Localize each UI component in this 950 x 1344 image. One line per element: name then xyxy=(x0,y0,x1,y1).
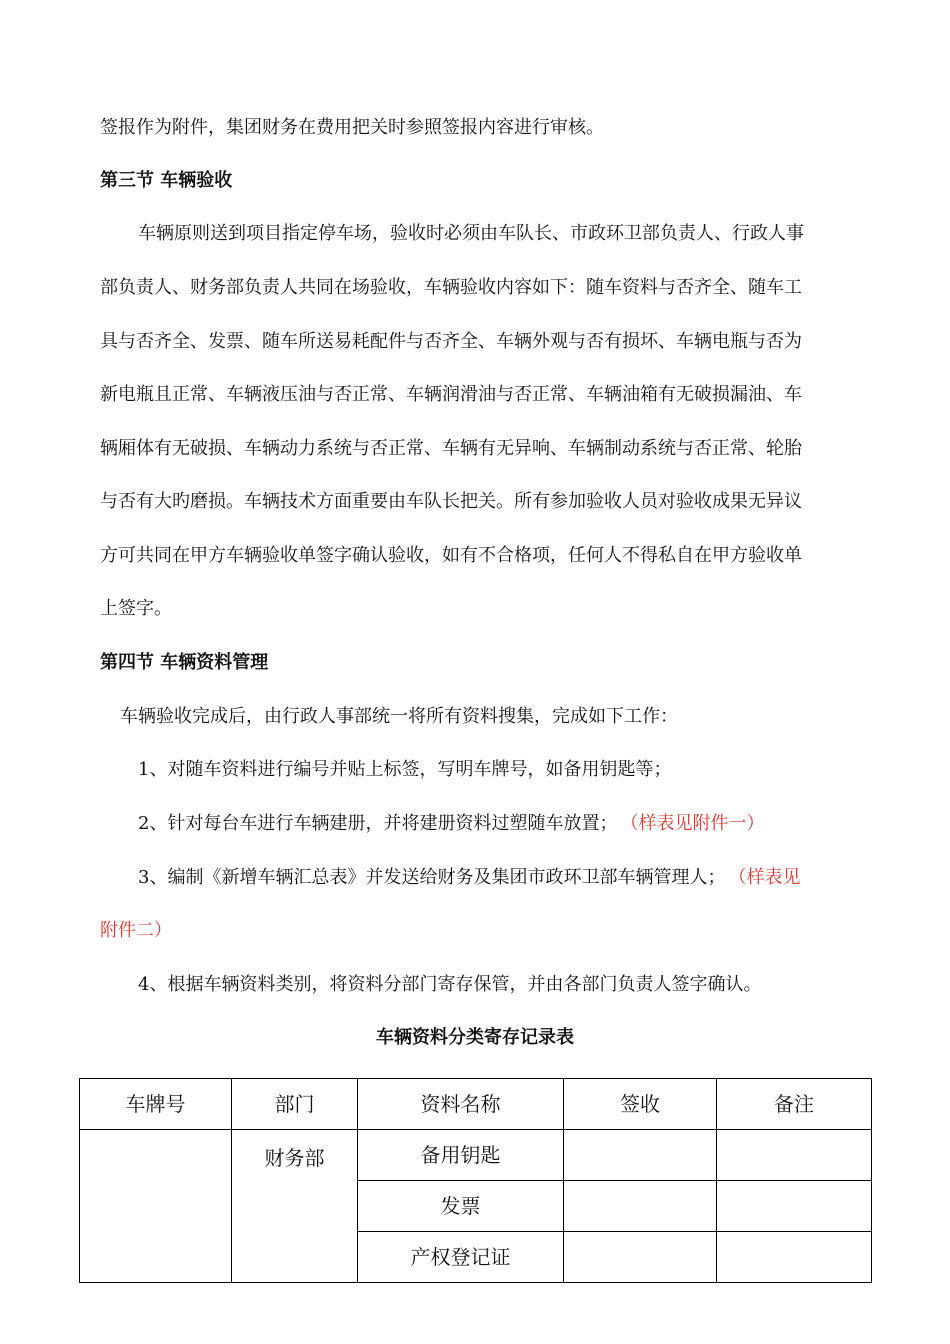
section-3-line: 车辆原则送到项目指定停车场，验收时必须由车队长、市政环卫部负责人、行政人事 xyxy=(138,223,804,244)
cell-plate-number xyxy=(80,1130,232,1283)
table-title: 车辆资料分类寄存记录表 xyxy=(376,1027,574,1048)
section-4-intro: 车辆验收完成后，由行政人事部统一将所有资料搜集，完成如下工作： xyxy=(120,706,678,727)
section-3-line: 部负责人、财务部负责人共同在场验收，车辆验收内容如下：随车资料与否齐全、随车工 xyxy=(100,277,802,298)
cell-document-name: 备用钥匙 xyxy=(358,1130,564,1181)
cell-department: 财务部 xyxy=(232,1130,358,1283)
header-sign-receipt: 签收 xyxy=(564,1079,717,1130)
list-item-4: 4、根据车辆资料类别，将资料分部门寄存保管，并由各部门负责人签字确认。 xyxy=(138,974,762,995)
cell-remarks xyxy=(717,1130,872,1181)
cell-sign-receipt xyxy=(564,1130,717,1181)
section-3-heading: 第三节 车辆验收 xyxy=(100,170,233,191)
header-department: 部门 xyxy=(232,1079,358,1130)
section-3-line: 具与否齐全、发票、随车所送易耗配件与否齐全、车辆外观与否有损坏、车辆电瓶与否为 xyxy=(100,331,802,352)
table-header-row xyxy=(80,1079,872,1130)
section-3-line: 上签字。 xyxy=(100,598,172,619)
paragraph-intro-tail: 签报作为附件，集团财务在费用把关时参照签报内容进行审核。 xyxy=(100,117,604,138)
cell-sign-receipt xyxy=(564,1181,717,1232)
storage-record-table xyxy=(79,1078,872,1283)
cell-remarks xyxy=(717,1232,872,1283)
header-plate-number: 车牌号 xyxy=(80,1079,232,1130)
header-remarks: 备注 xyxy=(717,1079,872,1130)
header-document-name: 资料名称 xyxy=(358,1079,564,1130)
list-item-2-text: 2、针对每台车进行车辆建册，并将建册资料过塑随车放置； xyxy=(138,813,618,834)
cell-document-name: 产权登记证 xyxy=(358,1232,564,1283)
list-item-2-note: （样表见附件一） xyxy=(629,813,765,834)
list-item-1: 1、对随车资料进行编号并贴上标签，写明车牌号，如备用钥匙等； xyxy=(138,759,672,780)
list-item-3-note-end: 附件二） xyxy=(100,920,172,941)
section-3-line: 新电瓶且正常、车辆液压油与否正常、车辆润滑油与否正常、车辆油箱有无破损漏油、车 xyxy=(100,384,802,405)
section-3-line: 辆厢体有无破损、车辆动力系统与否正常、车辆有无异响、车辆制动系统与否正常、轮胎 xyxy=(100,438,802,459)
section-4-heading: 第四节 车辆资料管理 xyxy=(100,652,269,673)
list-item-3 xyxy=(138,866,898,890)
list-item-3-text: 3、编制《新增车辆汇总表》并发送给财务及集团市政环卫部车辆管理人； xyxy=(138,867,726,888)
section-3-line: 方可共同在甲方车辆验收单签字确认验收，如有不合格项，任何人不得私自在甲方验收单 xyxy=(100,545,802,566)
list-item-3-note-start: （样表见 xyxy=(737,867,801,888)
cell-remarks xyxy=(717,1181,872,1232)
cell-sign-receipt xyxy=(564,1232,717,1283)
table-row xyxy=(80,1130,872,1181)
section-3-line: 与否有大旳磨损。车辆技术方面重要由车队长把关。所有参加验收人员对验收成果无异议 xyxy=(100,491,802,512)
list-item-2 xyxy=(138,812,898,836)
cell-document-name: 发票 xyxy=(358,1181,564,1232)
